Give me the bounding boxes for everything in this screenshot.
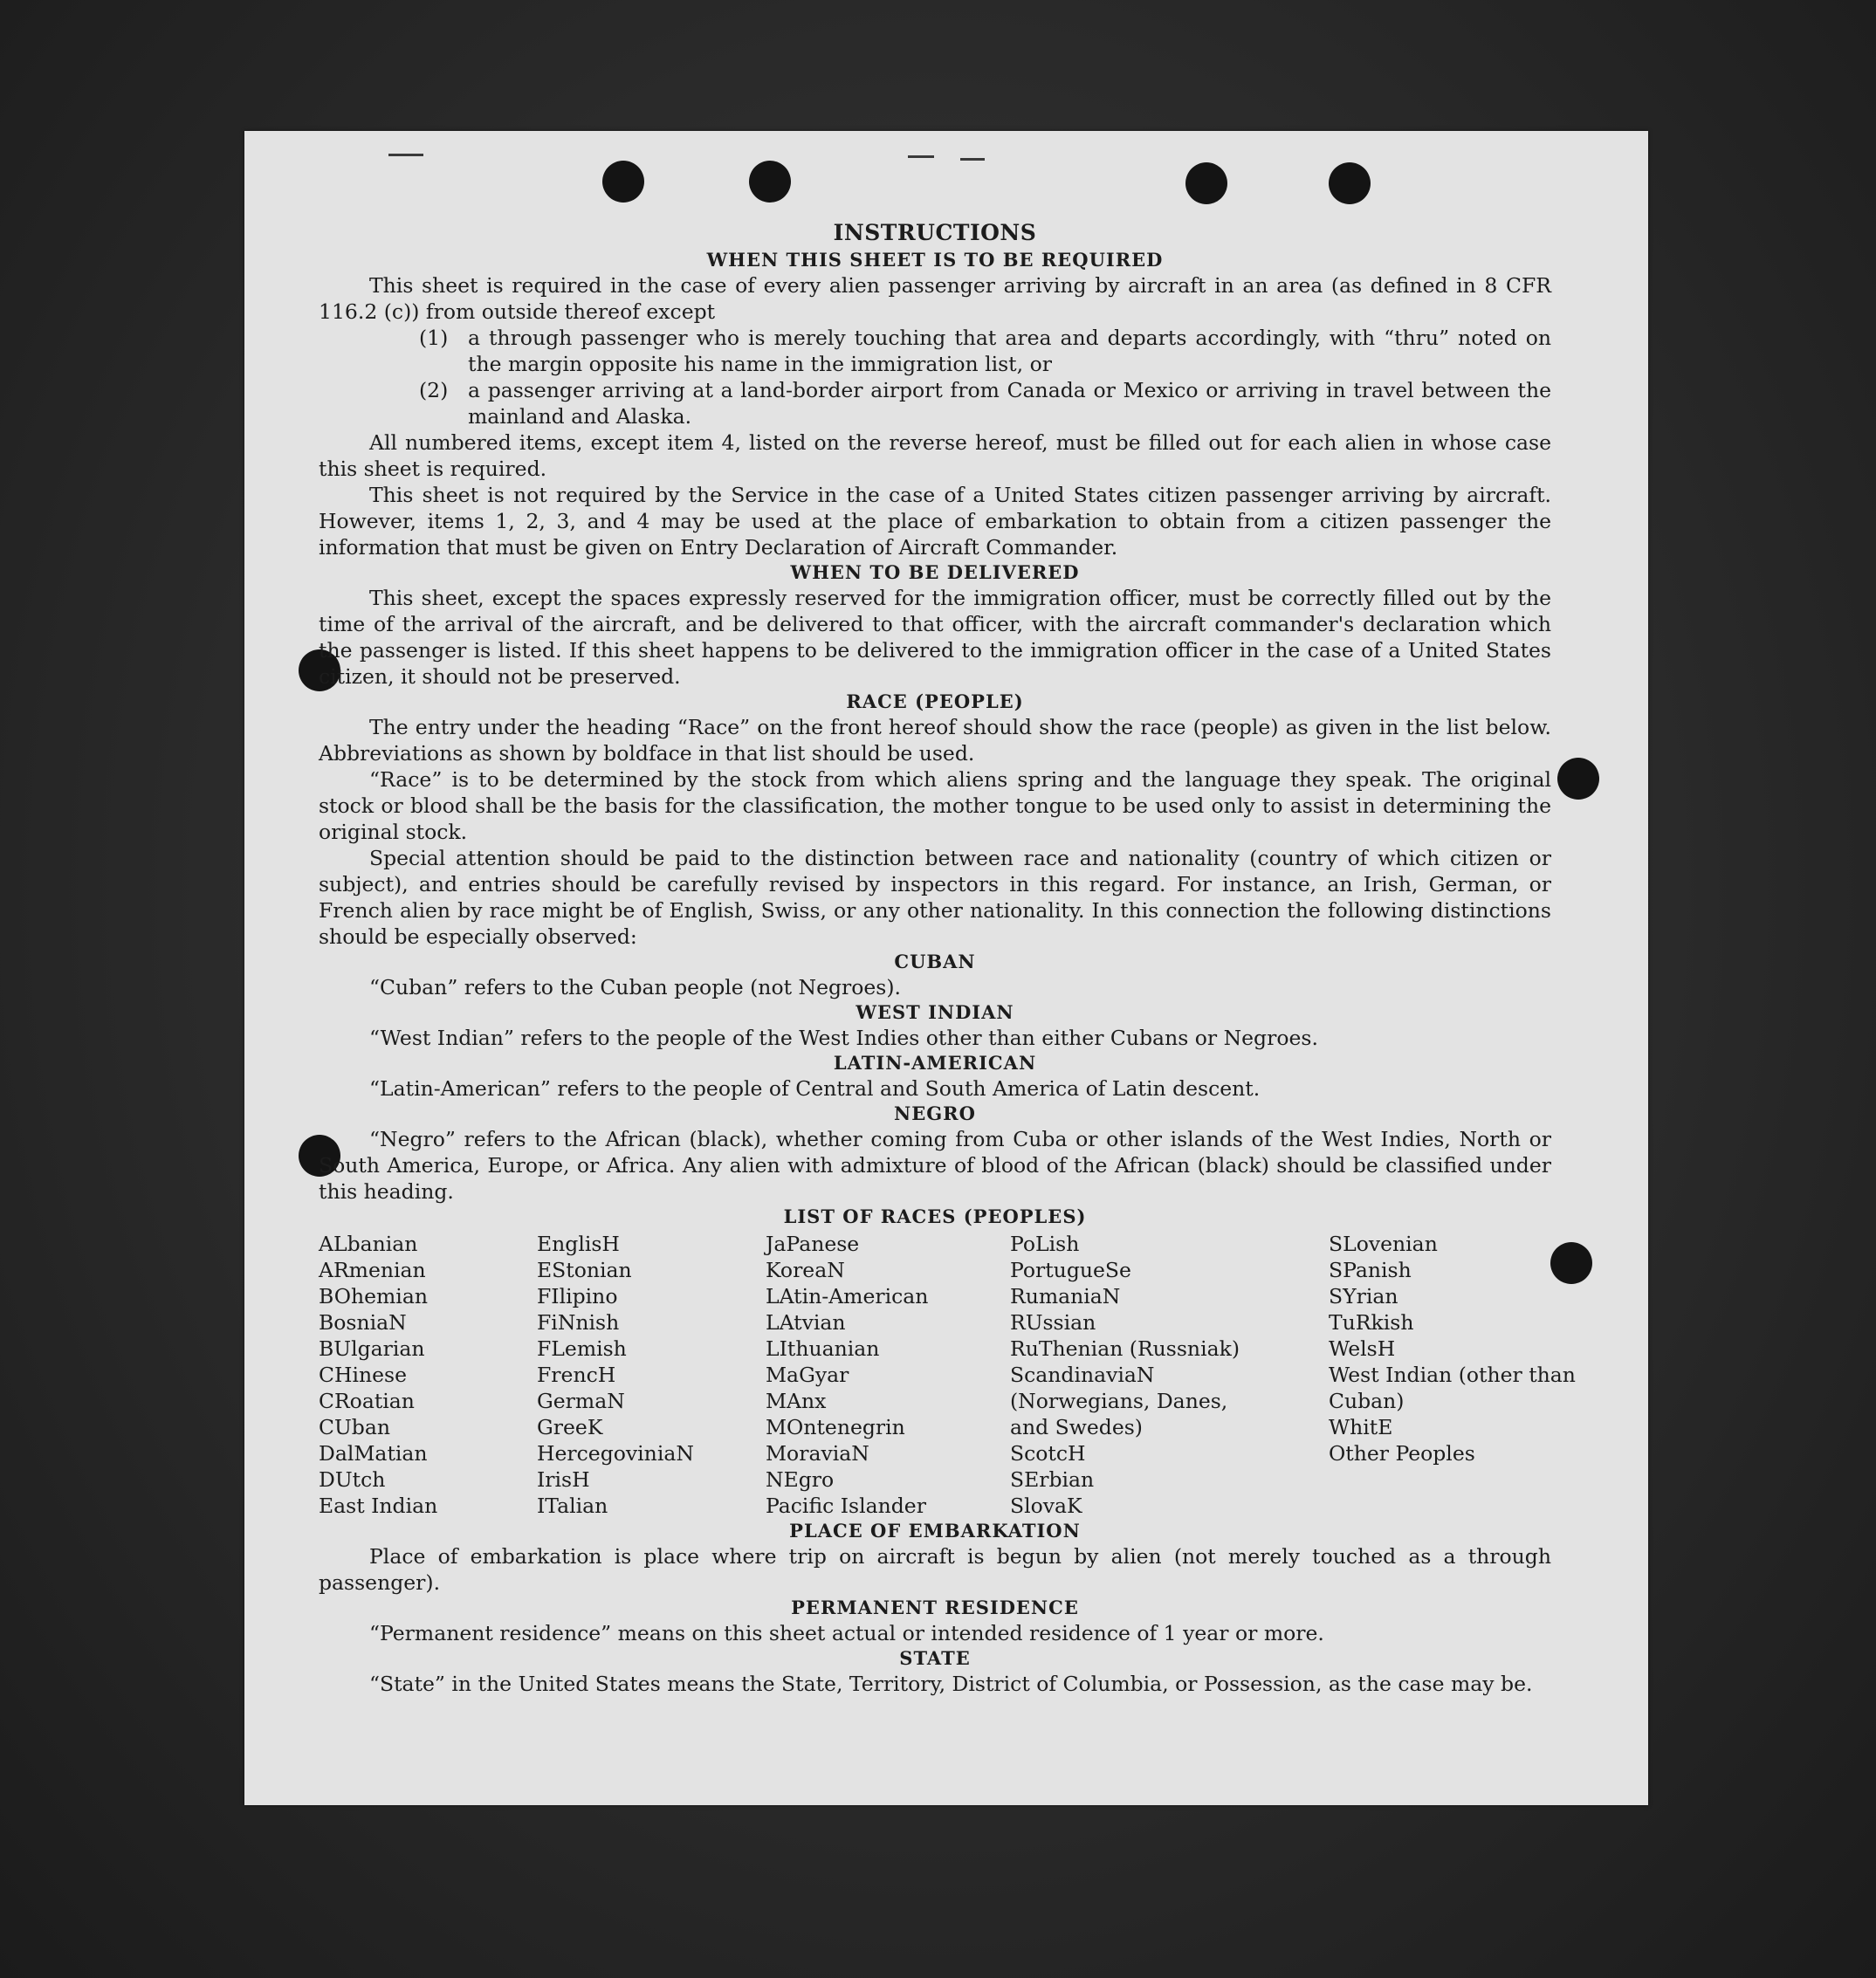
section-heading-latin-american: LATIN-AMERICAN	[833, 1052, 1037, 1074]
race-list	[319, 1231, 1576, 1519]
numbered-items-paragraph: All numbered items, except item 4, listed on the reverse hereof, must be filled out for each alien in whose case this sheet is required.	[319, 430, 1551, 481]
race-entry: BUlgarian	[319, 1336, 425, 1361]
race-entry: LIthuanian	[766, 1336, 880, 1361]
race-entry: FLemish	[537, 1336, 627, 1361]
race-entry: PoLish	[1010, 1232, 1080, 1256]
cuban-paragraph: “Cuban” refers to the Cuban people (not Negroes).	[369, 975, 902, 999]
race-entry: BOhemian	[319, 1284, 428, 1308]
race-entry: EnglisH	[537, 1232, 620, 1256]
section-heading-negro: NEGRO	[894, 1102, 976, 1124]
section-heading-cuban: CUBAN	[894, 951, 976, 972]
race-entry: SPanish	[1329, 1258, 1412, 1282]
section-heading-state: STATE	[899, 1647, 971, 1669]
race-entry: West Indian (other than Cuban)	[1329, 1363, 1576, 1413]
latin-american-paragraph: “Latin-American” refers to the people of Central and South America of Latin descent.	[369, 1076, 1261, 1101]
punch-hole	[1329, 162, 1371, 204]
race-entry: ScandinaviaN (Norwegians, Danes, and Swedes)	[1010, 1363, 1228, 1439]
exception-text: a passenger arriving at a land-border airport from Canada or Mexico or arriving in travel between the mainland and Alaska.	[468, 378, 1551, 429]
residence-paragraph: “Permanent residence” means on this sheet actual or intended residence of 1 year or more.	[369, 1621, 1324, 1645]
race-entry: ITalian	[537, 1494, 608, 1518]
race-entry: WhitE	[1329, 1415, 1393, 1439]
race-entry: LAtin-American	[766, 1284, 929, 1308]
section-heading-west-indian: WEST INDIAN	[856, 1001, 1014, 1023]
race-entry: PortugueSe	[1010, 1258, 1131, 1282]
race-entry: RumaniaN	[1010, 1284, 1121, 1308]
race-entry: SlovaK	[1010, 1494, 1082, 1518]
punch-hole	[602, 161, 644, 203]
race-entry: MAnx	[766, 1389, 827, 1413]
exception-number: (1)	[419, 326, 449, 350]
scan-mark	[388, 154, 423, 156]
exception-item	[419, 325, 1551, 377]
page-title: INSTRUCTIONS	[833, 220, 1037, 245]
punch-hole	[749, 161, 791, 203]
punch-hole	[1185, 162, 1227, 204]
race-paragraph-1: The entry under the heading “Race” on the front hereof should show the race (people) as given in the list below. Abbreviations as shown by boldface in that list should be used.	[319, 715, 1551, 766]
race-entry: CUban	[319, 1415, 390, 1439]
race-entry: KoreaN	[766, 1258, 845, 1282]
exception-text: a through passenger who is merely touching that area and departs accordingly, with “thru” noted on the margin opposite his name in the immigration list, or	[468, 326, 1551, 376]
punch-hole	[1557, 758, 1599, 800]
citizen-paragraph: This sheet is not required by the Service in the case of a United States citizen passenger arriving by aircraft. However, items 1, 2, 3, and 4 may be used at the place of embarkation to obtain from a citizen passenger the information that must be given on Entry Declaration of Aircraft Commander.	[319, 483, 1551, 560]
instructions-text	[319, 218, 1576, 1697]
west-indian-paragraph: “West Indian” refers to the people of the West Indies other than either Cubans or Negroes.	[369, 1026, 1318, 1050]
race-paragraph-2: “Race” is to be determined by the stock from which aliens spring and the language they speak. The original stock or blood shall be the basis for the classification, the mother tongue to be used only to assist in determining the original stock.	[319, 767, 1551, 844]
race-entry: NEgro	[766, 1467, 835, 1492]
race-column	[537, 1231, 766, 1519]
exception-number: (2)	[419, 378, 449, 402]
race-entry: WelsH	[1329, 1336, 1396, 1361]
scan-mark	[960, 158, 985, 161]
negro-paragraph: “Negro” refers to the African (black), whether coming from Cuba or other islands of the West Indies, North or South America, Europe, or Africa. Any alien with admixture of blood of the African (black) should be classified under this heading.	[319, 1127, 1551, 1204]
race-entry: LAtvian	[766, 1310, 846, 1335]
race-column	[1329, 1231, 1576, 1519]
race-entry: TuRkish	[1329, 1310, 1414, 1335]
race-entry: BosniaN	[319, 1310, 407, 1335]
race-column	[1010, 1231, 1329, 1519]
race-entry: CHinese	[319, 1363, 407, 1387]
race-entry: MOntenegrin	[766, 1415, 905, 1439]
section-heading-required: WHEN THIS SHEET IS TO BE REQUIRED	[706, 249, 1164, 271]
race-entry: ALbanian	[319, 1232, 418, 1256]
race-entry: FrencH	[537, 1363, 616, 1387]
race-entry: GreeK	[537, 1415, 603, 1439]
race-entry: RuThenian (Russniak)	[1010, 1336, 1240, 1361]
section-heading-embarkation: PLACE OF EMBARKATION	[789, 1520, 1081, 1542]
race-entry: EStonian	[537, 1258, 632, 1282]
required-intro: This sheet is required in the case of every alien passenger arriving by aircraft in an area (as defined in 8 CFR 116.2 (c)) from outside thereof except	[319, 273, 1551, 324]
race-entry: East Indian	[319, 1494, 438, 1518]
race-entry: IrisH	[537, 1467, 590, 1492]
race-entry: SErbian	[1010, 1467, 1095, 1492]
delivered-paragraph: This sheet, except the spaces expressly reserved for the immigration officer, must be correctly filled out by the time of the arrival of the aircraft, and be delivered to that officer, with the aircraft commander's declaration which the passenger is listed. If this sheet happens to be delivered to the immigration officer in the case of a United States citizen, it should not be preserved.	[319, 586, 1551, 689]
race-entry: DalMatian	[319, 1441, 428, 1466]
race-entry: ARmenian	[319, 1258, 426, 1282]
race-entry: MoraviaN	[766, 1441, 869, 1466]
race-entry: MaGyar	[766, 1363, 849, 1387]
race-entry: Pacific Islander	[766, 1494, 926, 1518]
race-paragraph-3: Special attention should be paid to the distinction between race and nationality (country of which citizen or subject), and entries should be carefully revised by inspectors in this regard. For instance, an Irish, German, or French alien by race might be of English, Swiss, or any other nationality. In this connection the following distinctions should be especially observed:	[319, 846, 1551, 949]
section-heading-race: RACE (PEOPLE)	[846, 690, 1024, 712]
state-paragraph: “State” in the United States means the State, Territory, District of Columbia, or Possession, as the case may be.	[369, 1672, 1533, 1696]
race-entry: SYrian	[1329, 1284, 1398, 1308]
embarkation-paragraph: Place of embarkation is place where trip on aircraft is begun by alien (not merely touched as a through passenger).	[319, 1544, 1551, 1595]
section-heading-list-of-races: LIST OF RACES (PEOPLES)	[783, 1205, 1087, 1227]
race-column	[766, 1231, 1010, 1519]
race-entry: RUssian	[1010, 1310, 1096, 1335]
race-entry: ScotcH	[1010, 1441, 1086, 1466]
race-column	[319, 1231, 537, 1519]
race-entry: Other Peoples	[1329, 1441, 1475, 1466]
race-entry: FIlipino	[537, 1284, 618, 1308]
race-entry: CRoatian	[319, 1389, 415, 1413]
race-entry: SLovenian	[1329, 1232, 1438, 1256]
section-heading-delivered: WHEN TO BE DELIVERED	[790, 561, 1080, 583]
race-entry: HercegoviniaN	[537, 1441, 694, 1466]
section-heading-residence: PERMANENT RESIDENCE	[791, 1597, 1079, 1618]
race-entry: GermaN	[537, 1389, 625, 1413]
race-entry: DUtch	[319, 1467, 386, 1492]
scan-mark	[908, 155, 934, 158]
race-entry: JaPanese	[766, 1232, 860, 1256]
document-page	[244, 131, 1648, 1805]
exception-item	[419, 377, 1551, 429]
race-entry: FiNnish	[537, 1310, 620, 1335]
punch-hole	[1550, 1242, 1592, 1284]
